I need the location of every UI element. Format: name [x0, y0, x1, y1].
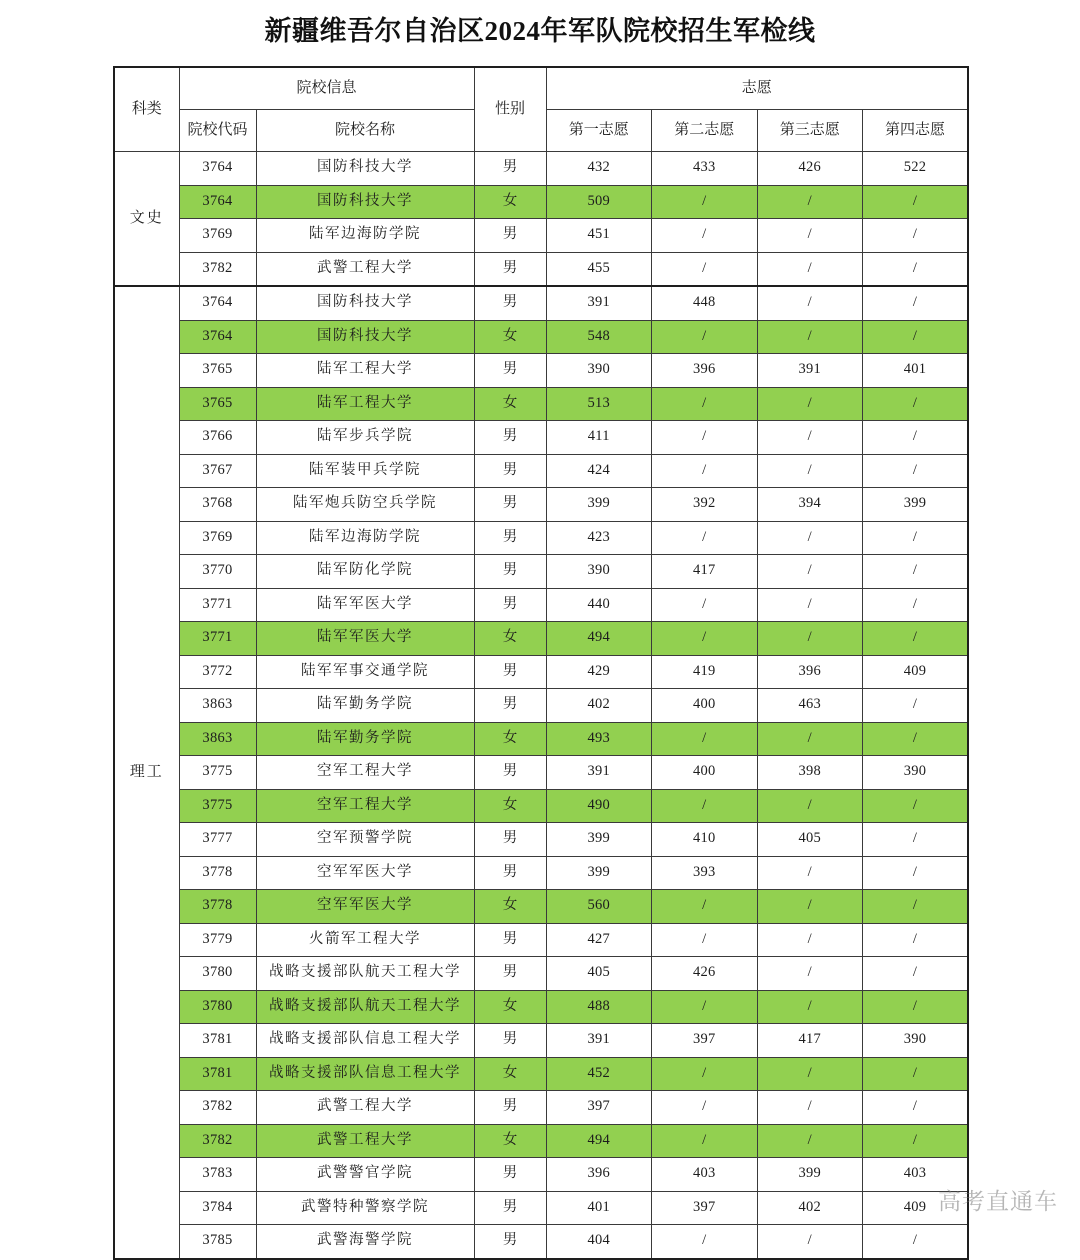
volunteer-3-score-cell: /: [757, 555, 863, 589]
volunteer-4-score-cell: 409: [863, 655, 969, 689]
gender-cell: 男: [474, 421, 546, 455]
volunteer-2-score-cell: /: [652, 252, 758, 286]
school-code-cell: 3775: [179, 756, 256, 790]
table-row: [114, 990, 968, 1024]
school-name-cell: 武警特种警察学院: [256, 1191, 474, 1225]
table-row: [114, 219, 968, 253]
volunteer-2-score-cell: 417: [652, 555, 758, 589]
volunteer-3-score-cell: /: [757, 622, 863, 656]
table-row: [114, 421, 968, 455]
school-name-cell: 战略支援部队信息工程大学: [256, 1024, 474, 1058]
volunteer-1-score-cell: 390: [546, 555, 652, 589]
volunteer-3-score-cell: /: [757, 588, 863, 622]
volunteer-2-score-cell: /: [652, 1225, 758, 1259]
volunteer-4-score-cell: /: [863, 1124, 969, 1158]
school-name-cell: 战略支援部队航天工程大学: [256, 957, 474, 991]
volunteer-3-score-cell: /: [757, 185, 863, 219]
gender-cell: 男: [474, 252, 546, 286]
volunteer-1-score-cell: 440: [546, 588, 652, 622]
subject-category-cell: 理工: [114, 286, 179, 1259]
gender-cell: 男: [474, 354, 546, 388]
volunteer-4-score-cell: /: [863, 521, 969, 555]
gender-cell: 男: [474, 1024, 546, 1058]
volunteer-3-score-cell: /: [757, 286, 863, 320]
volunteer-4-score-cell: /: [863, 286, 969, 320]
school-name-cell: 空军军医大学: [256, 890, 474, 924]
volunteer-2-score-cell: /: [652, 219, 758, 253]
school-code-cell: 3781: [179, 1024, 256, 1058]
volunteer-1-score-cell: 399: [546, 823, 652, 857]
volunteer-4-score-cell: /: [863, 689, 969, 723]
volunteer-1-score-cell: 488: [546, 990, 652, 1024]
table-row: [114, 152, 968, 186]
school-code-cell: 3770: [179, 555, 256, 589]
volunteer-1-score-cell: 493: [546, 722, 652, 756]
school-code-cell: 3784: [179, 1191, 256, 1225]
school-name-cell: 陆军勤务学院: [256, 722, 474, 756]
table-row: [114, 1225, 968, 1259]
military-admission-score-table: [113, 66, 969, 1260]
volunteer-2-score-cell: /: [652, 588, 758, 622]
gender-cell: 男: [474, 1158, 546, 1192]
volunteer-4-score-cell: /: [863, 957, 969, 991]
volunteer-2-score-cell: 400: [652, 689, 758, 723]
volunteer-3-score-cell: /: [757, 1225, 863, 1259]
table-row: [114, 823, 968, 857]
table-header-row-1: [114, 67, 968, 110]
volunteer-3-score-cell: /: [757, 1124, 863, 1158]
gender-cell: 女: [474, 789, 546, 823]
volunteer-2-score-cell: 403: [652, 1158, 758, 1192]
volunteer-1-score-cell: 432: [546, 152, 652, 186]
school-name-cell: 火箭军工程大学: [256, 923, 474, 957]
volunteer-4-score-cell: /: [863, 990, 969, 1024]
table-row: [114, 354, 968, 388]
volunteer-1-score-cell: 401: [546, 1191, 652, 1225]
school-name-cell: 武警海警学院: [256, 1225, 474, 1259]
volunteer-4-score-cell: /: [863, 320, 969, 354]
gender-cell: 男: [474, 219, 546, 253]
volunteer-4-score-cell: /: [863, 1057, 969, 1091]
volunteer-2-score-cell: 419: [652, 655, 758, 689]
volunteer-3-score-cell: 402: [757, 1191, 863, 1225]
volunteer-2-score-cell: 392: [652, 488, 758, 522]
volunteer-2-score-cell: /: [652, 454, 758, 488]
table-row: [114, 890, 968, 924]
gender-cell: 男: [474, 521, 546, 555]
table-row: [114, 1191, 968, 1225]
volunteer-2-score-cell: 426: [652, 957, 758, 991]
volunteer-1-score-cell: 451: [546, 219, 652, 253]
volunteer-3-score-cell: 399: [757, 1158, 863, 1192]
volunteer-3-score-cell: /: [757, 789, 863, 823]
volunteer-2-score-cell: /: [652, 387, 758, 421]
table-row: [114, 689, 968, 723]
gender-cell: 男: [474, 655, 546, 689]
volunteer-3-score-cell: 405: [757, 823, 863, 857]
volunteer-3-score-cell: /: [757, 1091, 863, 1125]
school-name-cell: 陆军工程大学: [256, 354, 474, 388]
table-row: [114, 655, 968, 689]
volunteer-2-score-cell: /: [652, 622, 758, 656]
volunteer-1-score-cell: 391: [546, 756, 652, 790]
volunteer-3-score-cell: 463: [757, 689, 863, 723]
school-name-cell: 陆军步兵学院: [256, 421, 474, 455]
volunteer-1-score-cell: 452: [546, 1057, 652, 1091]
volunteer-4-score-cell: /: [863, 454, 969, 488]
volunteer-4-score-cell: 409: [863, 1191, 969, 1225]
school-code-cell: 3781: [179, 1057, 256, 1091]
volunteer-2-score-cell: /: [652, 890, 758, 924]
gender-cell: 女: [474, 1057, 546, 1091]
school-code-cell: 3778: [179, 890, 256, 924]
volunteer-1-score-cell: 513: [546, 387, 652, 421]
volunteer-1-score-cell: 494: [546, 1124, 652, 1158]
table-row: [114, 387, 968, 421]
volunteer-3-score-cell: /: [757, 521, 863, 555]
volunteer-4-score-cell: /: [863, 622, 969, 656]
header-volunteer-1: 第一志愿: [546, 110, 652, 152]
volunteer-3-score-cell: /: [757, 454, 863, 488]
volunteer-2-score-cell: /: [652, 990, 758, 1024]
school-code-cell: 3775: [179, 789, 256, 823]
volunteer-2-score-cell: /: [652, 421, 758, 455]
header-school-code: 院校代码: [179, 110, 256, 152]
volunteer-4-score-cell: /: [863, 421, 969, 455]
school-name-cell: 武警工程大学: [256, 1124, 474, 1158]
volunteer-4-score-cell: 522: [863, 152, 969, 186]
volunteer-1-score-cell: 411: [546, 421, 652, 455]
school-name-cell: 空军预警学院: [256, 823, 474, 857]
school-name-cell: 陆军边海防学院: [256, 219, 474, 253]
volunteer-3-score-cell: 417: [757, 1024, 863, 1058]
volunteer-3-score-cell: 391: [757, 354, 863, 388]
volunteer-3-score-cell: 426: [757, 152, 863, 186]
gender-cell: 女: [474, 890, 546, 924]
table-body: [114, 152, 968, 1259]
volunteer-4-score-cell: /: [863, 219, 969, 253]
volunteer-4-score-cell: /: [863, 823, 969, 857]
volunteer-2-score-cell: /: [652, 1124, 758, 1158]
volunteer-1-score-cell: 390: [546, 354, 652, 388]
table-row: [114, 957, 968, 991]
school-code-cell: 3782: [179, 1091, 256, 1125]
header-volunteer-4: 第四志愿: [863, 110, 969, 152]
volunteer-2-score-cell: 433: [652, 152, 758, 186]
gender-cell: 男: [474, 823, 546, 857]
volunteer-2-score-cell: /: [652, 789, 758, 823]
school-code-cell: 3863: [179, 689, 256, 723]
volunteer-3-score-cell: /: [757, 252, 863, 286]
school-name-cell: 陆军炮兵防空兵学院: [256, 488, 474, 522]
volunteer-3-score-cell: 398: [757, 756, 863, 790]
table-row: [114, 1124, 968, 1158]
volunteer-3-score-cell: /: [757, 957, 863, 991]
school-name-cell: 国防科技大学: [256, 185, 474, 219]
volunteer-1-score-cell: 397: [546, 1091, 652, 1125]
school-name-cell: 陆军防化学院: [256, 555, 474, 589]
table-row: [114, 1091, 968, 1125]
volunteer-4-score-cell: /: [863, 856, 969, 890]
volunteer-2-score-cell: 448: [652, 286, 758, 320]
gender-cell: 女: [474, 1124, 546, 1158]
school-code-cell: 3764: [179, 152, 256, 186]
school-name-cell: 空军军医大学: [256, 856, 474, 890]
volunteer-2-score-cell: 397: [652, 1024, 758, 1058]
volunteer-2-score-cell: /: [652, 923, 758, 957]
volunteer-1-score-cell: 455: [546, 252, 652, 286]
gender-cell: 男: [474, 957, 546, 991]
table-header: [114, 67, 968, 152]
header-subject: 科类: [114, 67, 179, 152]
volunteer-4-score-cell: 399: [863, 488, 969, 522]
volunteer-3-score-cell: /: [757, 320, 863, 354]
volunteer-3-score-cell: /: [757, 387, 863, 421]
gender-cell: 男: [474, 756, 546, 790]
table-row: [114, 756, 968, 790]
school-name-cell: 国防科技大学: [256, 286, 474, 320]
table-row: [114, 588, 968, 622]
table-row: [114, 521, 968, 555]
school-code-cell: 3765: [179, 387, 256, 421]
volunteer-4-score-cell: /: [863, 1091, 969, 1125]
table-row: [114, 320, 968, 354]
school-name-cell: 陆军工程大学: [256, 387, 474, 421]
school-name-cell: 陆军边海防学院: [256, 521, 474, 555]
school-code-cell: 3782: [179, 1124, 256, 1158]
gender-cell: 男: [474, 286, 546, 320]
school-code-cell: 3863: [179, 722, 256, 756]
school-code-cell: 3771: [179, 588, 256, 622]
watermark: 高考直通车: [938, 1188, 1058, 1214]
table-row: [114, 622, 968, 656]
school-code-cell: 3780: [179, 957, 256, 991]
school-name-cell: 陆军军事交通学院: [256, 655, 474, 689]
school-code-cell: 3777: [179, 823, 256, 857]
volunteer-1-score-cell: 391: [546, 1024, 652, 1058]
gender-cell: 男: [474, 1191, 546, 1225]
volunteer-1-score-cell: 396: [546, 1158, 652, 1192]
volunteer-1-score-cell: 399: [546, 488, 652, 522]
volunteer-3-score-cell: 396: [757, 655, 863, 689]
gender-cell: 女: [474, 622, 546, 656]
volunteer-4-score-cell: /: [863, 252, 969, 286]
table-row: [114, 488, 968, 522]
school-name-cell: 国防科技大学: [256, 320, 474, 354]
gender-cell: 女: [474, 320, 546, 354]
volunteer-3-score-cell: /: [757, 923, 863, 957]
school-code-cell: 3785: [179, 1225, 256, 1259]
school-code-cell: 3764: [179, 286, 256, 320]
volunteer-2-score-cell: 393: [652, 856, 758, 890]
school-name-cell: 空军工程大学: [256, 756, 474, 790]
gender-cell: 男: [474, 689, 546, 723]
volunteer-1-score-cell: 509: [546, 185, 652, 219]
volunteer-4-score-cell: /: [863, 387, 969, 421]
school-code-cell: 3782: [179, 252, 256, 286]
volunteer-1-score-cell: 560: [546, 890, 652, 924]
school-name-cell: 国防科技大学: [256, 152, 474, 186]
gender-cell: 男: [474, 488, 546, 522]
school-name-cell: 武警工程大学: [256, 1091, 474, 1125]
volunteer-4-score-cell: /: [863, 789, 969, 823]
gender-cell: 男: [474, 454, 546, 488]
school-code-cell: 3767: [179, 454, 256, 488]
volunteer-3-score-cell: /: [757, 856, 863, 890]
header-volunteer: 志愿: [546, 67, 968, 110]
volunteer-2-score-cell: /: [652, 722, 758, 756]
table-row: [114, 923, 968, 957]
header-school-name: 院校名称: [256, 110, 474, 152]
volunteer-1-score-cell: 490: [546, 789, 652, 823]
volunteer-3-score-cell: /: [757, 890, 863, 924]
volunteer-2-score-cell: /: [652, 521, 758, 555]
school-name-cell: 武警警官学院: [256, 1158, 474, 1192]
header-volunteer-3: 第三志愿: [757, 110, 863, 152]
school-name-cell: 战略支援部队信息工程大学: [256, 1057, 474, 1091]
gender-cell: 男: [474, 1225, 546, 1259]
school-code-cell: 3769: [179, 219, 256, 253]
volunteer-4-score-cell: /: [863, 1225, 969, 1259]
volunteer-2-score-cell: /: [652, 1057, 758, 1091]
volunteer-4-score-cell: 401: [863, 354, 969, 388]
header-volunteer-2: 第二志愿: [652, 110, 758, 152]
gender-cell: 女: [474, 990, 546, 1024]
volunteer-1-score-cell: 494: [546, 622, 652, 656]
school-code-cell: 3764: [179, 185, 256, 219]
school-code-cell: 3765: [179, 354, 256, 388]
gender-cell: 女: [474, 185, 546, 219]
school-code-cell: 3768: [179, 488, 256, 522]
volunteer-1-score-cell: 399: [546, 856, 652, 890]
school-name-cell: 武警工程大学: [256, 252, 474, 286]
school-code-cell: 3764: [179, 320, 256, 354]
volunteer-4-score-cell: 390: [863, 1024, 969, 1058]
school-code-cell: 3778: [179, 856, 256, 890]
volunteer-2-score-cell: 397: [652, 1191, 758, 1225]
school-name-cell: 空军工程大学: [256, 789, 474, 823]
gender-cell: 男: [474, 555, 546, 589]
table-row: [114, 252, 968, 286]
volunteer-1-score-cell: 405: [546, 957, 652, 991]
volunteer-4-score-cell: /: [863, 185, 969, 219]
volunteer-3-score-cell: /: [757, 421, 863, 455]
school-code-cell: 3766: [179, 421, 256, 455]
table-row: [114, 1057, 968, 1091]
volunteer-4-score-cell: /: [863, 588, 969, 622]
table-row: [114, 1024, 968, 1058]
volunteer-3-score-cell: /: [757, 1057, 863, 1091]
school-code-cell: 3769: [179, 521, 256, 555]
school-name-cell: 陆军装甲兵学院: [256, 454, 474, 488]
volunteer-4-score-cell: 403: [863, 1158, 969, 1192]
header-gender: 性别: [474, 67, 546, 152]
volunteer-4-score-cell: /: [863, 890, 969, 924]
volunteer-1-score-cell: 427: [546, 923, 652, 957]
volunteer-2-score-cell: /: [652, 320, 758, 354]
table-row: [114, 722, 968, 756]
subject-category-cell: 文史: [114, 152, 179, 287]
header-school-info: 院校信息: [179, 67, 474, 110]
volunteer-2-score-cell: 400: [652, 756, 758, 790]
volunteer-2-score-cell: 410: [652, 823, 758, 857]
volunteer-3-score-cell: /: [757, 990, 863, 1024]
volunteer-4-score-cell: 390: [863, 756, 969, 790]
table-row: [114, 185, 968, 219]
gender-cell: 男: [474, 152, 546, 186]
volunteer-4-score-cell: /: [863, 555, 969, 589]
school-name-cell: 陆军军医大学: [256, 622, 474, 656]
volunteer-4-score-cell: /: [863, 923, 969, 957]
gender-cell: 男: [474, 588, 546, 622]
school-name-cell: 战略支援部队航天工程大学: [256, 990, 474, 1024]
school-name-cell: 陆军军医大学: [256, 588, 474, 622]
table-row: [114, 555, 968, 589]
volunteer-1-score-cell: 548: [546, 320, 652, 354]
volunteer-1-score-cell: 391: [546, 286, 652, 320]
gender-cell: 女: [474, 722, 546, 756]
page-title: 新疆维吾尔自治区2024年军队院校招生军检线: [264, 16, 816, 46]
volunteer-2-score-cell: 396: [652, 354, 758, 388]
volunteer-3-score-cell: /: [757, 219, 863, 253]
volunteer-3-score-cell: /: [757, 722, 863, 756]
table-row: [114, 454, 968, 488]
school-code-cell: 3772: [179, 655, 256, 689]
school-code-cell: 3771: [179, 622, 256, 656]
school-code-cell: 3780: [179, 990, 256, 1024]
volunteer-2-score-cell: /: [652, 1091, 758, 1125]
gender-cell: 男: [474, 856, 546, 890]
school-name-cell: 陆军勤务学院: [256, 689, 474, 723]
gender-cell: 女: [474, 387, 546, 421]
volunteer-2-score-cell: /: [652, 185, 758, 219]
table-row: [114, 856, 968, 890]
volunteer-1-score-cell: 424: [546, 454, 652, 488]
volunteer-3-score-cell: 394: [757, 488, 863, 522]
volunteer-1-score-cell: 404: [546, 1225, 652, 1259]
volunteer-1-score-cell: 402: [546, 689, 652, 723]
score-table-container: [113, 66, 967, 1260]
table-row: [114, 286, 968, 320]
table-row: [114, 1158, 968, 1192]
table-row: [114, 789, 968, 823]
gender-cell: 男: [474, 1091, 546, 1125]
volunteer-4-score-cell: /: [863, 722, 969, 756]
school-code-cell: 3779: [179, 923, 256, 957]
school-code-cell: 3783: [179, 1158, 256, 1192]
volunteer-1-score-cell: 423: [546, 521, 652, 555]
volunteer-1-score-cell: 429: [546, 655, 652, 689]
gender-cell: 男: [474, 923, 546, 957]
